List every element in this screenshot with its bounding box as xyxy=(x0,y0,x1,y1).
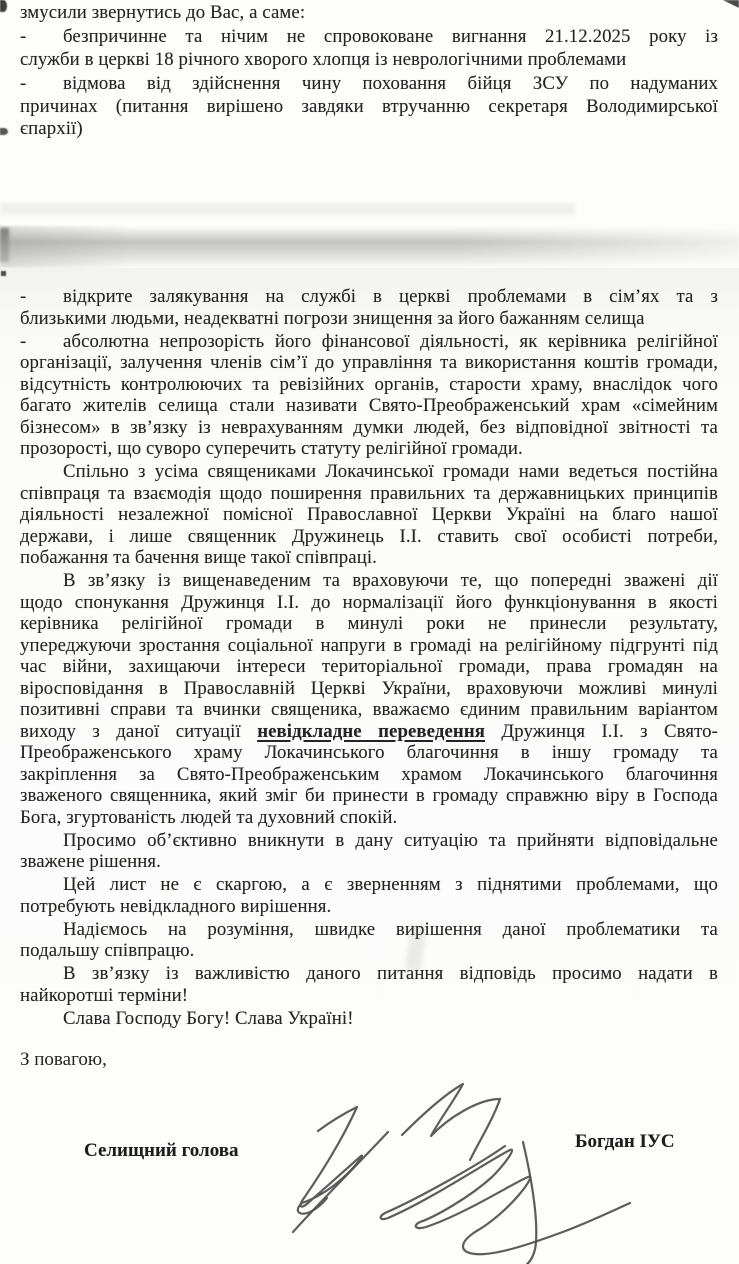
text-line: керівника релігійної громади в минулі роки не принесли результату, xyxy=(20,613,718,634)
signatory-title: Селищний голова xyxy=(84,1140,239,1161)
text-line: причинах (питання вирішено завдяки втручанню секретаря Володимирської xyxy=(20,95,718,117)
text-line: Бога, згуртованість людей та духовний спокій. xyxy=(20,806,398,828)
bullet-dash: - xyxy=(20,286,27,307)
text-line: організації, залучення членів сім’ї до управління та використання коштів громади, xyxy=(20,352,718,373)
signatory-name: Богдан ІУС xyxy=(575,1131,675,1152)
text-line: зваженого священника, який зміг би принести в громаду справжню віру в Господа xyxy=(20,785,718,806)
paragraph xyxy=(20,830,718,873)
scan-seam-shadow xyxy=(0,226,739,268)
text-line: - безпричинне та нічим не спровоковане вигнання 21.12.2025 року із xyxy=(20,26,718,48)
paragraph xyxy=(20,570,718,828)
text-line: час війни, захищаючи інтереси територіальної громади, права громадян на xyxy=(20,656,718,677)
paragraph xyxy=(20,963,718,1006)
scan-artifact xyxy=(1,271,6,276)
paragraph xyxy=(20,26,718,71)
text-line: єпархії) xyxy=(20,117,83,139)
text-line: Надіємось на розуміння, швидке вирішення даної проблематики та xyxy=(63,918,718,940)
text-line: упереджуючи зростання соціальної напруги в громаді на релігійному підгрунті під xyxy=(20,634,718,656)
bullet-dash: - xyxy=(20,330,27,352)
text-line: бізнесом» в зв’язку із неврахуванням думки людей, без відповідної звітності та xyxy=(20,416,718,438)
text-line: багато жителів селища стали називати Свято-Преображенський храм «сімейним xyxy=(20,395,718,416)
text-line: віросповідання в Православній Церкві України, враховуючи можливі минулі xyxy=(20,677,718,699)
text-line: Слава Господу Богу! Слава Україні! xyxy=(63,1007,354,1029)
text-line: потребують невідкладного вирішення. xyxy=(20,895,332,917)
text-line: Спільно з усіма священиками Локачинської громади нами ведеться постійна xyxy=(63,461,718,482)
text-line: змусили звернутись до Вас, а саме: xyxy=(20,2,306,23)
text-line: Просимо об’єктивно вникнути в дану ситуацію та прийняти відповідальне xyxy=(63,829,718,851)
text-line: щодо спонукання Дружинця І.І. до нормалізації його функціонування в якості xyxy=(20,591,718,613)
text-line: подальшу співпрацю. xyxy=(20,940,195,961)
text-line: служби в церкві 18 річного хворого хлопця із неврологічними проблемами xyxy=(20,48,627,70)
text-line: найкоротші терміни! xyxy=(20,984,189,1006)
paragraph xyxy=(20,73,718,140)
paragraph xyxy=(20,286,718,329)
bullet-dash: - xyxy=(20,26,27,48)
text-line: позитивні справи та вчинки священика, вважаємо єдиним правильним варіантом xyxy=(20,699,718,720)
scan-artifact xyxy=(0,228,9,262)
text-line: відсутність контролюючих та ревізійних органів, старости храму, внаслідок чого xyxy=(20,373,718,395)
paragraph xyxy=(20,461,718,569)
emphasized-phrase: невідкладне переведення xyxy=(257,720,486,742)
text-line: Цей лист не є скаргою, а є зверненням з піднятими проблемами, що xyxy=(63,874,718,895)
paragraph xyxy=(20,2,718,24)
paragraph xyxy=(20,874,718,917)
text-line: держави, і лише священник Дружинець І.І. ставить свої особисті потреби, xyxy=(20,525,718,547)
text-line: - відкрите залякування на службі в церкві проблемами в сім’ях та з xyxy=(20,286,718,307)
text-line: Преображенського храму Локачинського благочиння в іншу громаду та xyxy=(20,742,718,763)
closing-salutation: З повагою, xyxy=(20,1049,107,1070)
text-line: прозорості, що суворо суперечить статуту релігійної громади. xyxy=(20,438,523,459)
text-line: побажання та бачення вище такої співпраці. xyxy=(20,547,377,568)
text-line: зважене рішення. xyxy=(20,851,161,872)
paragraph xyxy=(20,331,718,460)
fragment-top-text xyxy=(0,0,739,140)
scan-seam-highlight xyxy=(0,203,575,215)
text-line: діяльності незалежної помісної Православної Церкви Україні на благо нашої xyxy=(20,504,718,525)
text-line: В зв’язку із вищенаведеним та враховуючи те, що попередні зважені дії xyxy=(63,570,718,591)
text-line: В зв’язку із важливістю даного питання відповідь просимо надати в xyxy=(63,963,718,984)
text-line: закріплення за Свято-Преображенським храмом Локачинського благочиння xyxy=(20,763,718,785)
text-line: виходу з даної ситуації невідкладне переведення Дружинця І.І. з Свято- xyxy=(20,720,719,742)
paragraph xyxy=(20,919,718,962)
signature-scrawl-icon xyxy=(280,1072,650,1264)
bullet-dash: - xyxy=(20,73,27,95)
text-line: - відмова від здійснення чину поховання бійця ЗСУ по надуманих xyxy=(20,73,718,95)
text-line: - абсолютна непрозорість його фінансової діяльності, як керівника релігійної xyxy=(20,330,718,352)
text-line: близькими людьми, неадекватні погрози знищення за його бажанням селища xyxy=(20,307,645,329)
text-line: співпраця та взаємодія щодо поширення правильних та державницьких принципів xyxy=(20,482,718,504)
scan-artifact xyxy=(0,128,8,135)
scan-artifact xyxy=(0,0,7,12)
paragraph xyxy=(20,1008,718,1030)
